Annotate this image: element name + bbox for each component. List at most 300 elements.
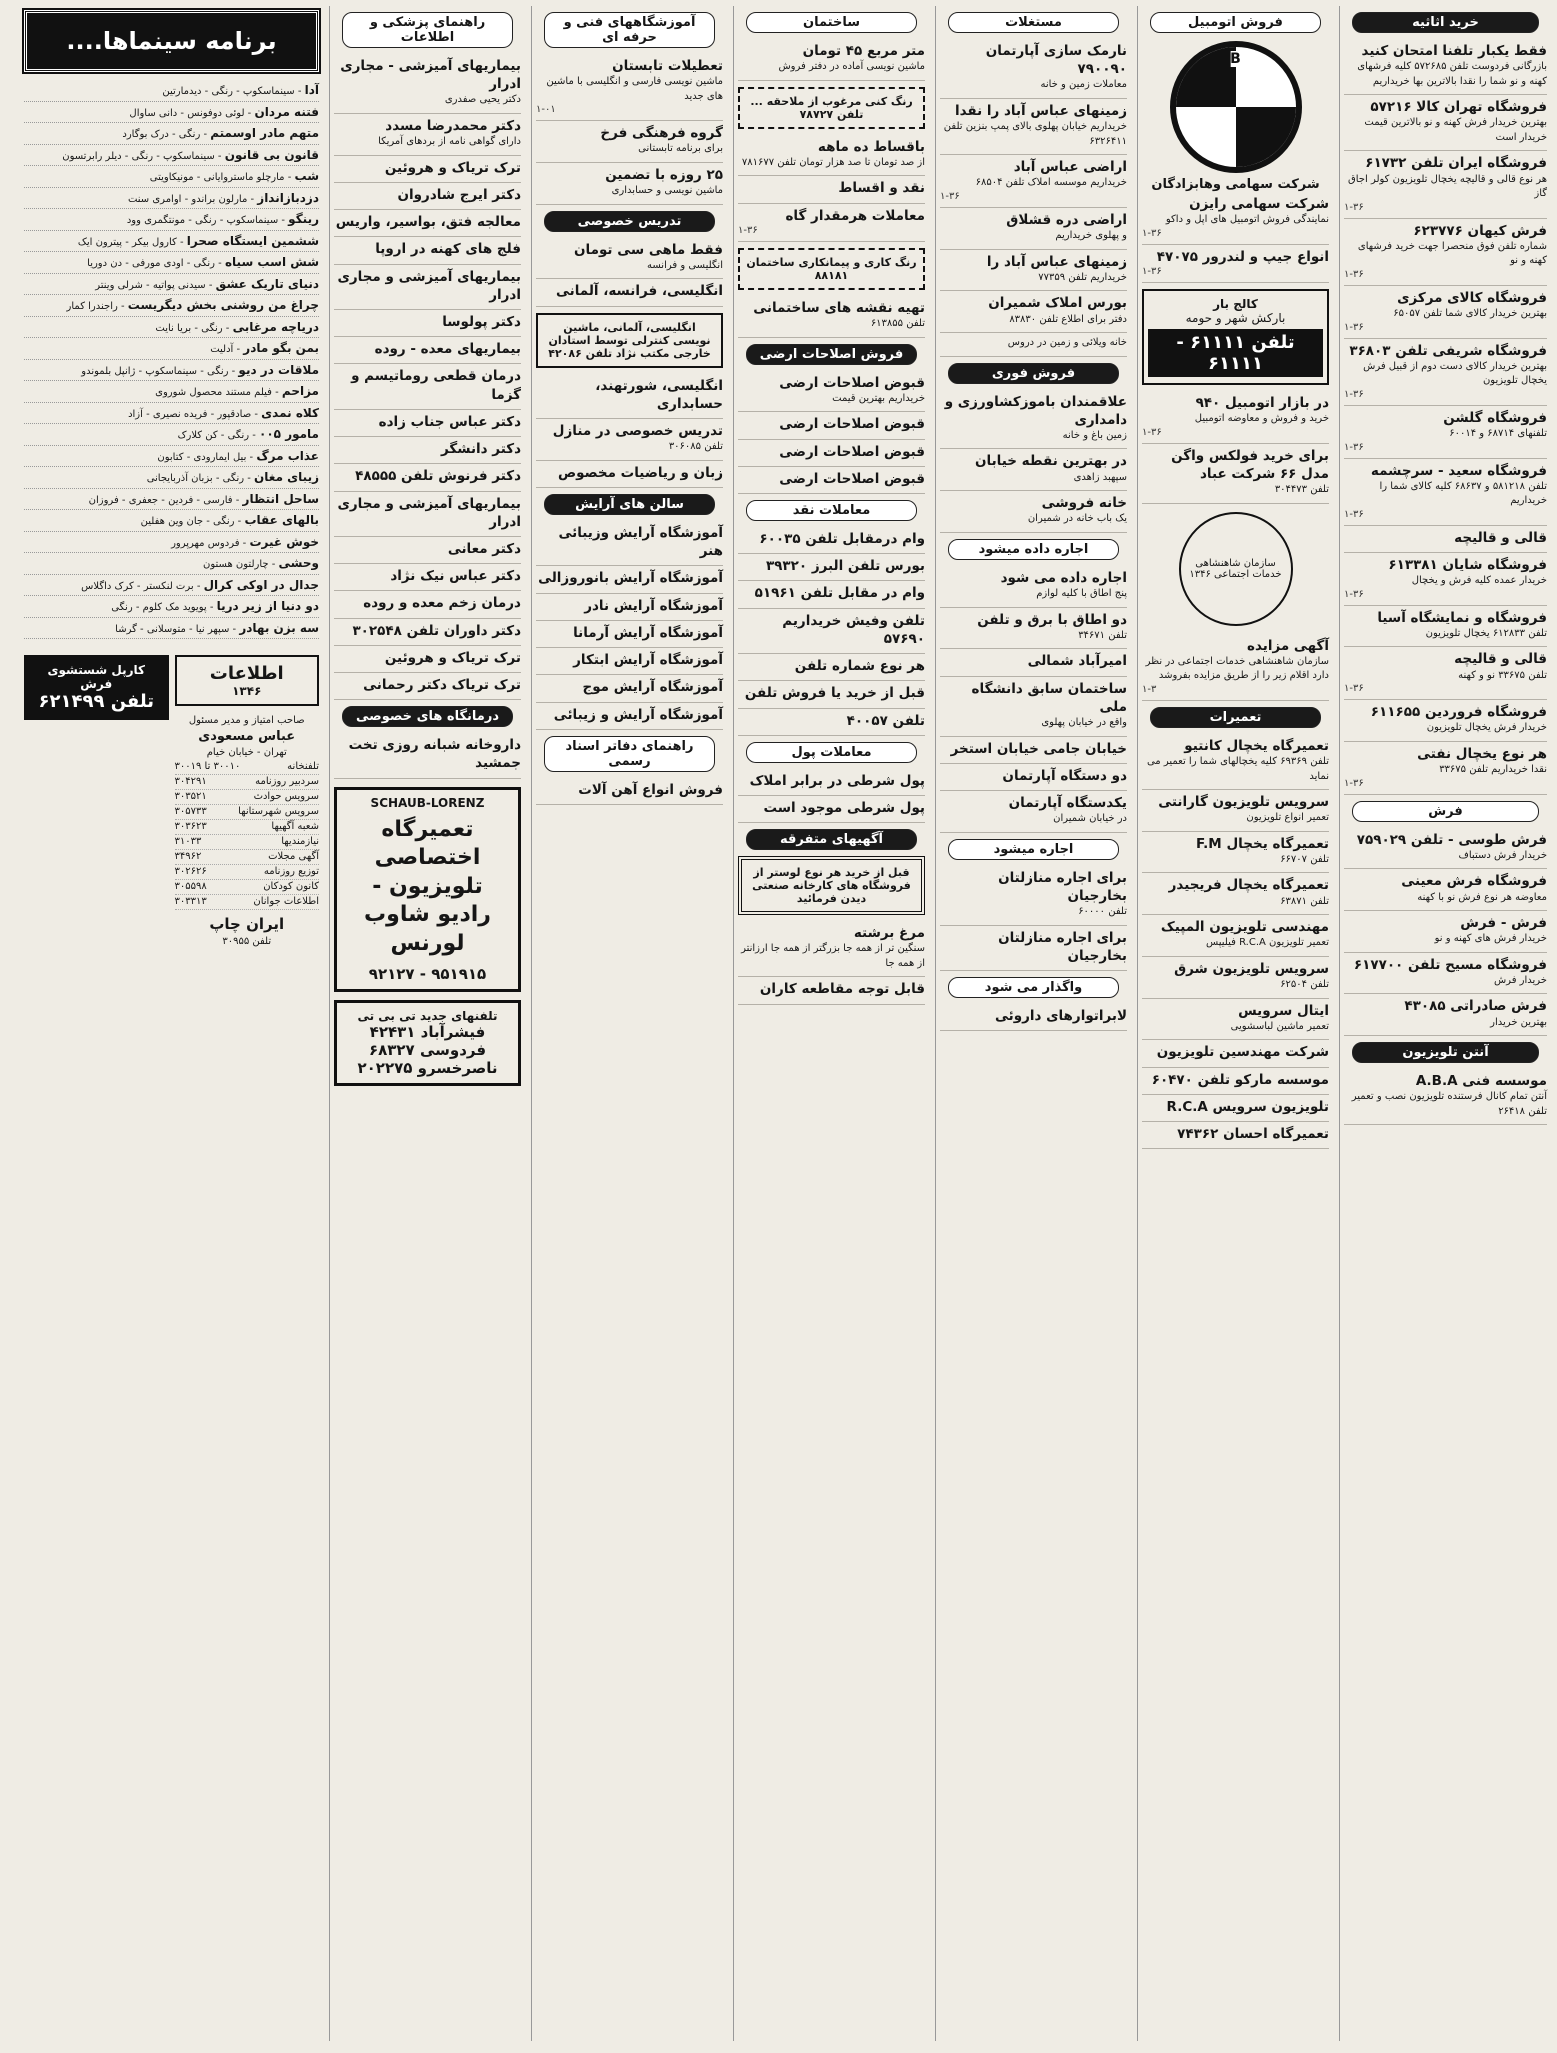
ad-headline: مهندسی تلویزیون المپیک xyxy=(1160,919,1329,936)
classified-ad xyxy=(536,374,723,419)
ad-headline: فقط ماهی سی تومان xyxy=(574,241,723,258)
cinema-listing: بالهای عقاب - رنگی - جان وین هفلین xyxy=(24,510,319,532)
cinema-film-info: کارول بیکر - پیترون ایک xyxy=(77,236,177,248)
cinema-film-info: آدلیت xyxy=(210,344,234,355)
ad-headline: اجاره داده می شود xyxy=(1000,569,1127,586)
cinema-film-title: دزدبازانداز xyxy=(257,190,319,205)
ad-headline: نقد و اقساط xyxy=(838,180,925,197)
ad-body: خریدار فرش دستباف xyxy=(1458,849,1547,861)
ad-body: تلفن ۶۱۳۸۵۵ xyxy=(870,318,925,330)
cinema-listing: ششمین ایستگاه صحرا - کارول بیکر - پیترون ایک xyxy=(24,231,319,253)
ad-headline: فرش صادراتی ۴۳۰۸۵ xyxy=(1404,998,1547,1015)
ad-ref: ۱-۳۶ xyxy=(1142,227,1162,239)
ad-headline: تعمیرگاه یخچال فریجیدر xyxy=(1168,877,1329,894)
ad-body: تلفنهای ۶۸۷۱۴ و ۶۰۰۱۴ xyxy=(1449,428,1547,440)
ad-headline: دکتر عباس نیک نژاد xyxy=(390,568,521,585)
ad-body: بهترین خریدار کالای شما تلفن ۶۵۰۵۷ xyxy=(1393,308,1547,320)
ad-ref: ۱-۳۶ xyxy=(1344,508,1364,520)
ad-body: خریدار عمده کلیه فرش و یخچال xyxy=(1411,575,1547,587)
ad-headline: فروشگاه فرش معینی xyxy=(1401,873,1547,890)
classified-ad xyxy=(738,554,925,581)
ad-headline: وام درمقابل تلفن ۶۰۰۳۵ xyxy=(759,530,925,547)
cinema-film-info: پویوید مک کلوم - رنگی xyxy=(111,602,207,613)
ad-headline: وام در مقابل تلفن ۵۱۹۶۱ xyxy=(754,585,925,602)
ad-body: تعمیر ماشین لباسشویی xyxy=(1230,1020,1329,1032)
classified-ad xyxy=(334,464,521,491)
classified-ad xyxy=(940,208,1127,250)
ad-headline: بیماریهای آمیزشی و مجاری ادرار xyxy=(337,495,521,530)
carpet-label: کارپل شستشوی فرش xyxy=(47,663,145,691)
ad-headline: در بازار اتومبیل ۹۴۰ xyxy=(1195,394,1329,411)
classified-ad xyxy=(1142,1040,1329,1067)
ad-headline: قالی و قالیچه xyxy=(1454,651,1547,668)
phone-number: ۳۰۳۳۱۳ xyxy=(174,896,207,908)
classified-ad xyxy=(940,677,1127,737)
cinema-film-title: شش اسب سیاه xyxy=(224,255,319,269)
crest-text: سازمان شاهنشاهی خدمات اجتماعی ۱۳۴۶ xyxy=(1189,557,1282,580)
ad-headline: فرش - فرش xyxy=(1460,915,1547,931)
cinema-film-title: زیبای مغان xyxy=(254,470,319,484)
ad-body: سنگین تر از همه جا بزرگتر از همه جا ارزانتر از همه جا xyxy=(741,943,925,969)
ad-headline: قالی و قالیچه xyxy=(1454,529,1547,546)
classified-ad xyxy=(1344,869,1547,911)
classified-ad xyxy=(1142,873,1329,915)
cinema-film-title: دنیای تاریک عشق xyxy=(215,276,319,291)
cinema-film-title: مامور ۰۰۵ xyxy=(259,427,319,441)
cinema-film-title: بالهای عقاب xyxy=(244,513,319,527)
section-title: معاملات نقد xyxy=(746,500,917,521)
classified-ad xyxy=(334,156,521,183)
ad-headline: خانه فروشی xyxy=(1041,495,1127,512)
carpet-tel: تلفن ۶۲۱۴۹۹ xyxy=(38,691,154,712)
ad-headline: گروه فرهنگی فرخ xyxy=(600,125,723,142)
classified-ad xyxy=(1344,742,1547,795)
lamp-ad: قبل از خرید هر نوع لوستر از فروشگاه های کارخانه صنعتی دیدن فرمائید xyxy=(738,856,925,915)
masthead-logo xyxy=(175,655,320,706)
classified-ad xyxy=(1344,828,1547,870)
cinema-film-title: قانون بی قانون xyxy=(224,147,319,162)
classified-ad xyxy=(738,581,925,608)
ad-ref: ۱-۳۶ xyxy=(1344,441,1364,453)
cinema-listing: بمن بگو مادر - آدلیت xyxy=(24,338,319,360)
section-title: فرش xyxy=(1352,801,1539,822)
ad-headline: دکتر فرنوش تلفن ۴۸۵۵۵ xyxy=(355,468,521,485)
cinema-listing: سه بزن بهادر - سپهر نیا - متوسلانی - گرشا xyxy=(24,618,319,640)
tv-repair-text: تعمیرگاه اختصاصی تلویزیون - رادیو شاوب لورنس xyxy=(364,816,491,957)
cinema-listing: شش اسب سیاه - رنگی - اودی مورفی - دن دوریا xyxy=(24,252,319,274)
ad-ref: ۱-۳۶ xyxy=(738,224,758,236)
phone-dept: سرویس حوادث xyxy=(253,791,319,803)
ad-ref: ۱-۳۶ xyxy=(1344,777,1364,789)
ad-headline: متر مربع ۴۵ تومان xyxy=(802,43,925,59)
tbt-title: تلفنهای جدید تی بی تی xyxy=(357,1008,498,1023)
ad-headline: دکتر دانشگر xyxy=(441,441,521,458)
classified-ad xyxy=(536,648,723,675)
classified-ad xyxy=(536,675,723,702)
classified-ad xyxy=(1344,994,1547,1036)
cinema-film-info: رنگی - اودی مورفی - دن دوریا xyxy=(87,258,215,269)
phone-number: ۳۰۵۷۳۳ xyxy=(174,806,207,818)
section-title: فروش اتومبیل xyxy=(1150,12,1321,33)
ad-headline: بیماریهای آمیزشی - مجاری ادرار xyxy=(340,58,521,93)
classified-ad xyxy=(536,521,723,566)
ad-headline: درمان قطعی روماتیسم و گزما xyxy=(351,368,521,403)
classified-ad xyxy=(1344,526,1547,553)
classified-ad xyxy=(940,99,1127,155)
section-title: تدریس خصوصی xyxy=(544,211,715,232)
ad-body: در خیابان شمیران xyxy=(1053,813,1127,825)
ad-body: سپهبد زاهدی xyxy=(1073,471,1127,483)
classified-ad xyxy=(1142,391,1329,444)
masthead-title: اطلاعات xyxy=(209,663,284,684)
cinema-film-info: صادقپور - فریده نصیری - آزاد xyxy=(128,408,252,420)
ad-headline: آگهی مزایده xyxy=(1247,637,1329,654)
ad-headline: موسسه فنی A.B.A xyxy=(1415,1073,1547,1090)
cinema-film-info: لوئی دوفونس - دانی ساوال xyxy=(129,107,245,119)
classified-ad xyxy=(334,591,521,618)
cinema-film-info: سیدنی پواتیه - شرلی وینتر xyxy=(95,279,206,291)
classified-ad xyxy=(738,769,925,796)
printer: ایران چاپ xyxy=(209,915,285,934)
cinema-listing: چراغ من روشنی بخش دیگریست - راجندرا کمار xyxy=(24,295,319,317)
ad-body: تعمیر تلویزیون R.C.A فیلیپس xyxy=(1206,937,1329,949)
classified-ad xyxy=(940,926,1127,971)
ad-headline: فرش کیهان ۶۲۳۷۷۶ xyxy=(1413,222,1547,239)
ad-body: تلفن ۳۰۶۰۸۵ xyxy=(668,441,723,453)
ad-headline: تلفن وفیش خریداریم ۵۷۶۹۰ xyxy=(782,612,925,647)
classified-ad xyxy=(1344,1069,1547,1125)
classified-ad xyxy=(940,649,1127,676)
ad-headline: تعطیلات تابستان xyxy=(612,58,723,74)
cinema-film-info: فیلم مستند محصول شوروی xyxy=(155,387,272,398)
ad-headline: ۲۵ روزه با تضمین xyxy=(605,166,723,183)
ad-headline: دو دستگاه آپارتمان xyxy=(1002,767,1127,784)
classified-ad xyxy=(1344,39,1547,95)
stamp-ad-2: رنگ کاری و پیمانکاری ساختمان ۸۸۱۸۱ xyxy=(738,248,925,290)
classified-ad xyxy=(334,310,521,337)
classified-ad xyxy=(1344,953,1547,995)
phone-number: ۳۱۰۳۳ xyxy=(174,836,202,848)
cinema-film-title: شب xyxy=(294,169,319,183)
ad-ref: ۱-۳۶ xyxy=(1344,388,1364,400)
cinema-listing: متهم مادر اوسمتم - رنگی - درک بوگارد xyxy=(24,123,319,145)
tbt-phone-ad xyxy=(334,1000,521,1086)
section-title: راهنمای پزشکی و اطلاعات xyxy=(342,12,513,48)
ad-body: زمین باغ و خانه xyxy=(1062,429,1127,441)
cinema-film-title: دریاچه مرغابی xyxy=(232,319,319,334)
ad-headline: آموزشگاه آرایش آرمانا xyxy=(573,624,723,641)
ad-headline: علاقمندان باموزکشاورزی و دامداری xyxy=(944,393,1127,428)
ad-body: خریداریم موسسه املاک تلفن ۶۸۵۰۴ xyxy=(975,177,1127,189)
column-real-estate xyxy=(935,6,1131,2041)
tv-repair-tel: ۹۲۱۲۷ - ۹۵۱۹۱۵ xyxy=(368,964,487,983)
cinema-film-title: وحشی xyxy=(278,556,319,570)
cinema-film-info: سینماسکوپ - رنگی - دیلر رابرتسون xyxy=(62,150,215,162)
cinema-listing: کلاه نمدی - صادقپور - فریده نصیری - آزاد xyxy=(24,403,319,425)
cinema-header: برنامه سینماها.... xyxy=(24,10,319,72)
ad-headline: خیابان جامی خیابان استخر xyxy=(950,740,1127,757)
ad-body: بهترین خریدار فرش کهنه و نو بالاترین قیمت خریدار است xyxy=(1364,117,1547,143)
classified-ad xyxy=(1344,459,1547,526)
ad-body: سازمان شاهنشاهی خدمات اجتماعی در نظر دارد اقلام زیر را از طریق مزایده بفروشد xyxy=(1145,655,1329,682)
classified-ad xyxy=(1142,245,1329,283)
ad-headline: باقساط ده ماهه xyxy=(817,138,925,155)
ad-body: انگلیسی و فرانسه xyxy=(647,259,723,271)
ad-headline: تعمیرگاه یخچال F.M xyxy=(1195,835,1329,852)
ad-ref: ۱-۳۶ xyxy=(1344,588,1364,600)
classified-ad xyxy=(334,673,521,700)
phone-number: ۳۰۵۵۹۸ xyxy=(174,881,207,893)
ad-headline: قبوض اصلاحات ارضی xyxy=(779,470,925,487)
classified-ad xyxy=(738,296,925,338)
section-title: فروش اصلاحات ارضی xyxy=(746,344,917,365)
ad-body: ماشین نویسی فارسی و انگلیسی با ماشین های جدید xyxy=(546,76,723,102)
classified-ad xyxy=(940,291,1127,333)
classified-ad xyxy=(536,279,723,306)
ad-headline: تهیه نقشه های ساختمانی xyxy=(753,299,925,316)
ad-body: و پهلوی خریداریم xyxy=(1055,230,1127,242)
ad-headline: سرویس تلویزیون شرق xyxy=(1174,960,1329,977)
classified-ad xyxy=(334,619,521,646)
ad-headline: انگلیسی، شورتهند، حسابداری xyxy=(595,377,723,412)
ad-body: آنتن تمام کانال فرستنده تلویزیون نصب و تعمیر تلفن ۲۶۴۱۸ xyxy=(1351,1091,1547,1117)
cinema-listing: وحشی - چارلتون هستون xyxy=(24,553,319,575)
classified-ad xyxy=(1344,911,1547,953)
classified-ad xyxy=(940,155,1127,208)
ad-headline: دکتر عباس جناب زاده xyxy=(378,413,521,430)
cinema-film-title: متهم مادر اوسمتم xyxy=(210,126,319,140)
section-title: واگذار می شود xyxy=(948,977,1119,998)
cinema-film-info: رنگی - جان وین هفلین xyxy=(140,516,235,527)
ad-body: خریداریم تلفن ۷۷۳۵۹ xyxy=(1038,271,1127,283)
ad-headline: دکتر محمدرضا مسدد xyxy=(385,117,521,134)
classified-ad xyxy=(1142,1095,1329,1122)
cinema-film-info: رنگی - کن کلارک xyxy=(177,430,250,441)
ad-body: دارای گواهی نامه از بردهای آمریکا xyxy=(378,136,521,148)
cinema-film-info: فارسی - فردین - جعفری - فروزان xyxy=(88,494,233,506)
column-medical xyxy=(329,6,525,2041)
ad-headline: انگلیسی، فرانسه، آلمانی xyxy=(555,283,723,300)
ad-headline: فروشگاه مسیح تلفن ۶۱۷۷۰۰ xyxy=(1353,956,1547,973)
classified-ad xyxy=(1142,1122,1329,1149)
phone-dept: اطلاعات جوانان xyxy=(253,896,319,908)
cinema-film-title: ششمین ایستگاه صحرا xyxy=(186,233,319,248)
tbt-line: فیشرآباد ۴۲۴۳۱ xyxy=(369,1022,486,1041)
cinema-listing: دریاچه مرغابی - رنگی - بریا نایت xyxy=(24,317,319,339)
ad-headline: شرکت مهندسین تلویزیون xyxy=(1156,1044,1329,1061)
section-title: آگهیهای متفرقه xyxy=(746,829,917,850)
classified-ad xyxy=(1344,647,1547,700)
ad-body: تلفن ۳۰۴۴۷۳ xyxy=(1274,484,1329,496)
ad-body: دکتر یحیی صفدری xyxy=(444,94,521,106)
ad-headline: فروشگاه تهران کالا ۵۷۲۱۶ xyxy=(1370,99,1547,116)
ad-headline: ترک تریاک و هروئین xyxy=(384,159,521,176)
ad-headline: فروشگاه کالای مرکزی xyxy=(1397,289,1547,306)
classified-ad xyxy=(334,265,521,310)
classified-ad xyxy=(536,621,723,648)
classified-ad xyxy=(536,238,723,280)
cinema-film-info: مارچلو ماستروایانی - مونیکاویتی xyxy=(149,172,285,183)
phone-dept: سرویس شهرستانها xyxy=(238,806,319,818)
masthead-year: ۱۳۴۶ xyxy=(232,684,262,698)
phone-row xyxy=(175,865,320,880)
classified-ad xyxy=(738,176,925,203)
classified-ad xyxy=(940,250,1127,292)
college-title: کالج بار xyxy=(1213,296,1258,311)
phone-dept: سردبیر روزنامه xyxy=(255,776,319,788)
classified-ad xyxy=(1142,734,1329,790)
ad-headline: مرغ برشته xyxy=(853,925,925,942)
ad-headline: زمینهای عباس آباد را نقدا xyxy=(954,102,1127,119)
classified-ad xyxy=(738,204,925,242)
ad-headline: فروشگاه فروردین ۶۱۱۶۵۵ xyxy=(1370,704,1547,721)
ad-headline: دکتر پولوسا xyxy=(442,313,521,330)
ad-ref: ۱-۳۶ xyxy=(1344,683,1364,695)
printer-tel: تلفن ۳۰۹۵۵ xyxy=(222,936,272,948)
classified-ad xyxy=(738,681,925,708)
phone-dept: کانون کودکان xyxy=(263,881,319,893)
ad-headline: برای خرید فولکس واگن مدل ۶۶ شرکت عباد xyxy=(1171,447,1329,482)
ad-body: خانه ویلائی و زمین در دروس xyxy=(1007,337,1127,349)
classified-ad xyxy=(334,183,521,210)
ad-headline: داروخانه شبانه روزی تخت جمشید xyxy=(348,737,521,772)
phone-row xyxy=(175,850,320,865)
ad-headline: بورس تلفن البرز ۳۹۳۲۰ xyxy=(765,558,925,575)
cinema-listing: مامور ۰۰۵ - رنگی - کن کلارک xyxy=(24,424,319,446)
ad-body: تلفن ۶۹۳۶۹ کلیه یخچالهای شما را تعمیر می نماید xyxy=(1146,756,1329,782)
college-ad xyxy=(1142,289,1329,385)
ad-headline: سرویس تلویزیون گارانتی xyxy=(1158,794,1329,811)
tbt-line: فردوسی ۶۸۳۲۷ xyxy=(368,1040,487,1059)
section-title: درمانگاه های خصوصی xyxy=(342,706,513,727)
ad-body: نقدا خریداریم تلفن ۳۳۶۷۵ xyxy=(1439,764,1547,776)
classified-ad xyxy=(1142,192,1329,245)
phone-dept: نیازمندیها xyxy=(281,836,319,848)
classified-ad xyxy=(738,709,925,736)
cinema-listing: خوش غیرت - فردوس مهرپرور xyxy=(24,532,319,554)
classified-ad xyxy=(940,333,1127,357)
ad-headline: قبوض اصلاحات ارضی xyxy=(779,374,925,391)
ad-body: خریدار فرش xyxy=(1493,974,1547,986)
cinema-listing: ساحل انتظار - فارسی - فردین - جعفری - فروزان xyxy=(24,489,319,511)
ad-headline: پول شرطی موجود است xyxy=(763,799,925,816)
ad-headline: قبل از خرید یا فروش تلفن xyxy=(744,685,925,702)
classified-ad xyxy=(536,121,723,163)
cinema-film-title: دو دنیا از زیر دریا xyxy=(216,599,319,613)
phone-row xyxy=(175,775,320,790)
cinema-film-title: جدال در اوکی کرال xyxy=(203,577,319,592)
cinema-film-title: ملاقات در دیو xyxy=(238,362,319,377)
classified-ad xyxy=(536,703,723,730)
cinema-film-info: رنگی - درک بوگارد xyxy=(122,129,201,140)
column-automobile xyxy=(1137,6,1333,2041)
classified-ad xyxy=(940,449,1127,491)
classified-ad xyxy=(536,54,723,121)
ad-headline: تلفن ۴۰۰۵۷ xyxy=(846,712,925,729)
brand-name: SCHAUB-LORENZ xyxy=(370,795,485,810)
phone-number: ۳۰۰۱۰ تا ۳۰۰۱۹ xyxy=(174,761,241,773)
newspaper-page xyxy=(6,6,1551,2041)
ad-ref: ۱-۳ xyxy=(1142,683,1157,695)
ad-headline: امیرآباد شمالی xyxy=(1027,653,1127,670)
schaub-lorenz-ad xyxy=(334,787,521,992)
classified-ad xyxy=(1344,339,1547,406)
classified-ad xyxy=(940,491,1127,533)
classified-ad xyxy=(1344,700,1547,742)
address: تهران - خیابان خیام xyxy=(206,747,287,759)
phone-dept: تلفنخانه xyxy=(287,761,319,773)
cinema-film-info: فردوس مهرپرور xyxy=(171,537,240,549)
ad-ref: ۱-۳۶ xyxy=(1142,426,1162,438)
ad-headline: هر نوع شماره تلفن xyxy=(794,658,925,675)
phone-row xyxy=(175,805,320,820)
cinema-listing: آدا - سینماسکوپ - رنگی - دیدمارتین xyxy=(24,80,319,102)
section-title: اجاره میشود xyxy=(948,839,1119,860)
masthead xyxy=(175,647,320,949)
ad-body: تلفن ۶۱۲۸۳۳ یخچال تلویزیون xyxy=(1425,627,1547,639)
ad-headline: در بهترین نقطه خیابان xyxy=(974,453,1127,470)
cinema-film-info: سپهر نیا - متوسلانی - گرشا xyxy=(115,623,230,635)
ad-headline: نارمک سازی آپارتمان ۷۹۰۰۹۰ xyxy=(985,43,1127,78)
cinema-film-info: رنگی - بزبان آذربایجانی xyxy=(146,473,245,484)
college-tel: تلفن ۶۱۱۱۱ - ۶۱۱۱۱ xyxy=(1148,329,1323,377)
ad-headline: انواع جیپ و لندرور ۴۷۰۷۵ xyxy=(1156,248,1329,265)
classified-ad xyxy=(536,594,723,621)
ad-body: یک باب خانه در شمیران xyxy=(1027,513,1127,525)
ad-headline: برای اجاره منازلتان بخارجیان xyxy=(998,869,1127,904)
classified-ad xyxy=(738,977,925,1004)
ad-headline: آموزشگاه آرایش موج xyxy=(582,679,723,696)
ad-body: معاملات زمین و خانه xyxy=(1040,79,1127,91)
ad-headline: دکتر ایرج شادروان xyxy=(397,186,521,203)
phone-row xyxy=(175,895,320,910)
ad-body: بهترین خریدار xyxy=(1490,1016,1547,1028)
ad-headline: تلویزیون سرویس R.C.A xyxy=(1166,1098,1329,1115)
classified-ad xyxy=(940,866,1127,926)
column-cinema xyxy=(20,6,323,2041)
phone-row xyxy=(175,820,320,835)
bmw-letter: B xyxy=(1230,51,1241,67)
ad-headline: زمینهای عباس آباد را xyxy=(986,253,1127,270)
phone-dept: آگهی مجلات xyxy=(268,851,319,863)
section-title: مستغلات xyxy=(948,12,1119,33)
cinema-listing: مزاحم - فیلم مستند محصول شوروی xyxy=(24,381,319,403)
classified-ad xyxy=(334,337,521,364)
classified-ad xyxy=(1344,606,1547,648)
ad-headline: معاملات هرمقدار گاه xyxy=(785,207,925,224)
cinema-listing: دنیای تاریک عشق - سیدنی پواتیه - شرلی وینتر xyxy=(24,274,319,296)
classified-ad xyxy=(334,646,521,673)
ad-headline: دکتر معانی xyxy=(447,540,521,557)
classified-ad xyxy=(536,163,723,205)
ad-headline: فروشگاه شریفی تلفن ۳۶۸۰۳ xyxy=(1349,342,1547,359)
ad-headline: اراضی دره قشلاق xyxy=(1006,211,1127,228)
classified-ad xyxy=(334,210,521,237)
classified-ad xyxy=(1142,444,1329,504)
cinema-listing: دزدبازانداز - مارلون براندو - اوامری سنت xyxy=(24,188,319,210)
ad-headline: آموزشگاه آرایش نادر xyxy=(584,597,723,614)
section-title: خرید اثاثیه xyxy=(1352,12,1539,33)
phone-dept: توزیع روزنامه xyxy=(263,866,319,878)
ad-headline: بیماریهای معده - روده xyxy=(374,341,521,358)
cinema-film-info: رنگی - سینماسکوپ - ژانپل بلموندو xyxy=(81,365,229,377)
cinema-listing: شب - مارچلو ماستروایانی - مونیکاویتی xyxy=(24,166,319,188)
bmw-logo xyxy=(1170,41,1302,173)
classified-ad xyxy=(738,39,925,81)
phone-number: ۳۴۹۶۲ xyxy=(174,851,202,863)
ad-body: تلفن ۶۰۰۰۰ xyxy=(1078,906,1127,918)
column-household xyxy=(1339,6,1551,2041)
